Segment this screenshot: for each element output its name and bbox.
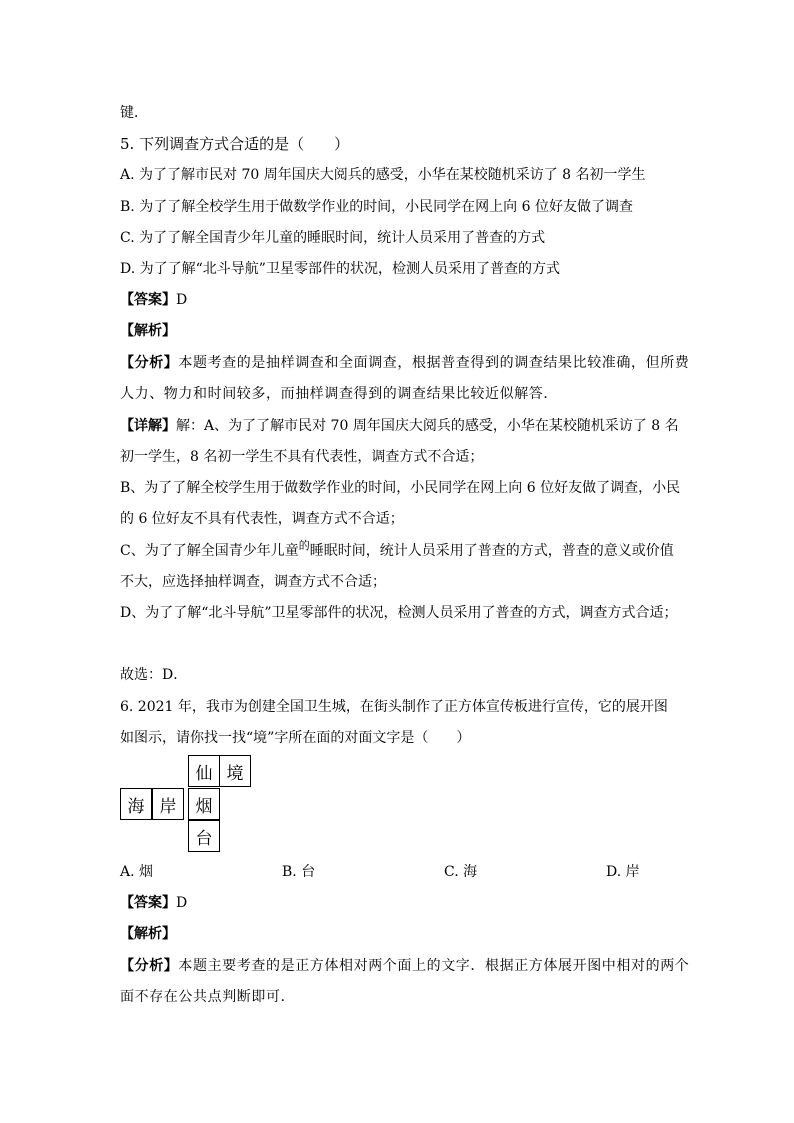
- net-cell-hai: 海: [120, 788, 152, 820]
- q5-stem: 5. 下列调查方式合适的是（ ）: [120, 135, 350, 153]
- q5-fenxi-line-2: 人力、物力和时间较多，而抽样调查得到的调查结果比较近似解答．: [120, 386, 558, 402]
- net-cell-tai: 台: [188, 820, 220, 852]
- xiangjie-text: 解：A、为了了解市民对 70 周年国庆大阅兵的感受，小华在某校随机采访了 8 名: [176, 418, 679, 434]
- q6-stem-line-2: 如图示，请你找一找“境”字所在面的对面文字是（ ）: [120, 730, 471, 746]
- net-cell-an: 岸: [152, 788, 184, 820]
- xiangjie-c-part-2: 睡眠时间，统计人员采用了普查的方式，普查的意义或价值: [309, 543, 674, 559]
- q5-option-c: C. 为了了解全国青少年儿童的睡眠时间，统计人员采用了普查的方式: [120, 230, 546, 246]
- q5-option-a: A. 为了了解市民对 70 周年国庆大阅兵的感受，小华在某校随机采访了 8 名初一学生: [120, 167, 646, 183]
- net-cell-xian: 仙: [188, 755, 220, 787]
- q5-xiangjie-line-2: 初一学生，8 名初一学生不具有代表性，调查方式不合适；: [120, 449, 484, 465]
- q5-xiangjie-line-1: [120, 416, 679, 436]
- q5-option-b: B. 为了了解全校学生用于做数学作业的时间，小民同学在网上向 6 位好友做了调查: [120, 199, 633, 215]
- q5-fenxi-line-1: [120, 353, 689, 373]
- q6-fenxi-line-1: [120, 956, 689, 976]
- q5-xiangjie-line-5: [120, 541, 674, 562]
- q6-fenxi-line-2: 面不存在公共点判断即可．: [120, 989, 296, 1005]
- q5-conclusion: 故选：D．: [120, 667, 188, 683]
- q6-answer: [120, 893, 187, 913]
- net-cell-jing: 境: [219, 755, 251, 787]
- fenxi-tag: 【分析】: [120, 958, 179, 974]
- answer-tag: 【答案】: [120, 292, 176, 308]
- q5-xiangjie-line-6: 不大，应选择抽样调查，调查方式不合适；: [120, 574, 386, 590]
- q6-option-a: A. 烟: [120, 864, 154, 880]
- previous-answer-end: 键．: [120, 105, 148, 121]
- q6-analysis-tag: 【解析】: [120, 926, 176, 942]
- answer-value: D: [176, 895, 188, 911]
- q5-xiangjie-line-4: 的 6 位好友不具有代表性，调查方式不合适；: [120, 511, 404, 527]
- xiangjie-tag: 【详解】: [120, 418, 176, 434]
- q5-option-d: D. 为了了解“北斗导航”卫星零部件的状况，检测人员采用了普查的方式: [120, 261, 560, 277]
- fenxi-text: 本题考查的是抽样调查和全面调查，根据普查得到的调查结果比较准确，但所费: [178, 355, 690, 371]
- fenxi-text: 本题主要考查的是正方体相对两个面上的文字．根据正方体展开图中相对的两个: [178, 958, 690, 974]
- answer-value: D: [176, 292, 188, 308]
- q5-analysis-tag: 【解析】: [120, 323, 176, 339]
- q5-answer: [120, 290, 187, 310]
- q5-xiangjie-line-7: D、为了了解“北斗导航”卫星零部件的状况，检测人员采用了普查的方式，调查方式合适；: [120, 605, 678, 621]
- q6-option-b: B. 台: [282, 864, 316, 880]
- xiangjie-c-raised-char: 的: [298, 539, 310, 552]
- net-cell-yan: 烟: [188, 788, 220, 820]
- q5-xiangjie-line-3: B、为了了解全校学生用于做数学作业的时间，小民同学在网上向 6 位好友做了调查，小民: [120, 480, 681, 496]
- q6-stem-line-1: 6. 2021 年，我市为创建全国卫生城，在街头制作了正方体宣传板进行宣传，它的展开图: [120, 699, 668, 715]
- q6-option-d: D. 岸: [606, 864, 640, 880]
- xiangjie-c-part-1: C、为了了解全国青少年儿童: [120, 543, 299, 559]
- answer-tag: 【答案】: [120, 895, 176, 911]
- fenxi-tag: 【分析】: [120, 355, 179, 371]
- q6-option-c: C. 海: [444, 864, 478, 880]
